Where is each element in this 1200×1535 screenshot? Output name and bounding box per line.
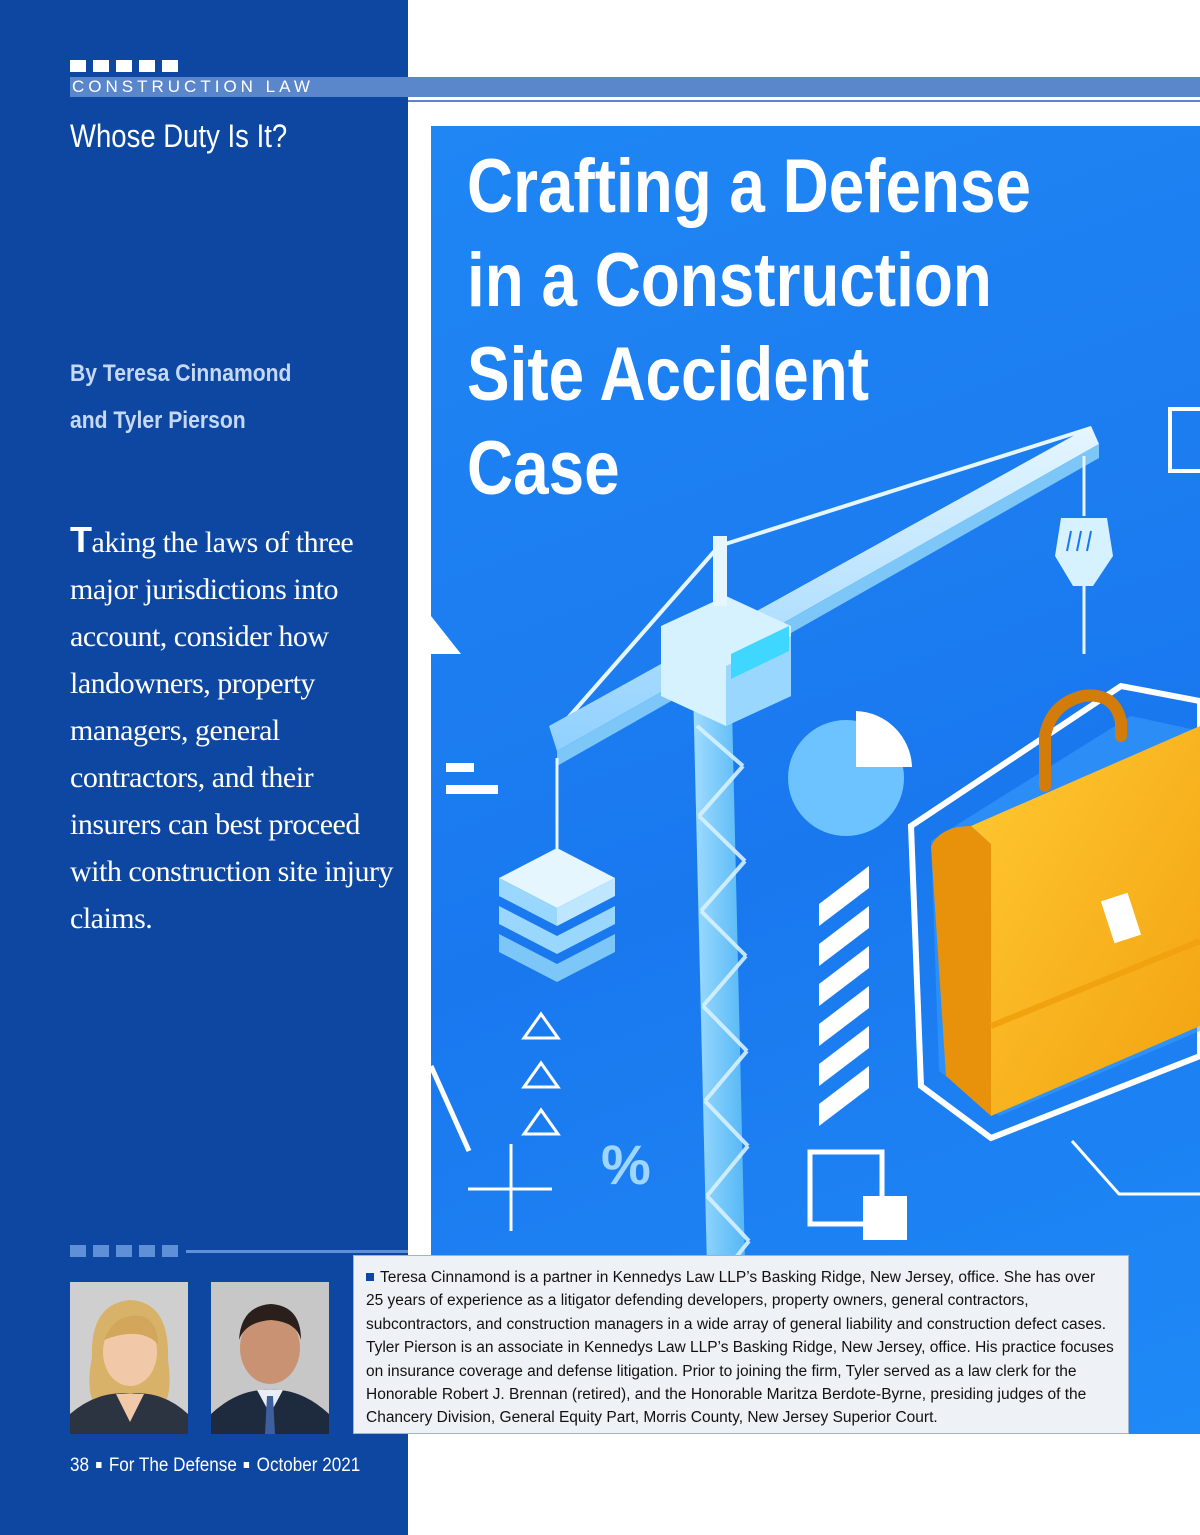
- page-number: 38: [70, 1455, 90, 1476]
- section-marker-squares: [70, 60, 178, 72]
- headline-line-4: Case: [467, 426, 620, 511]
- byline: [70, 350, 291, 444]
- deck-text: aking the laws of three major jurisdictions into account, consider how landowners, property managers, general contractors, and their insurers can best proceed with construction site injury claims.: [70, 526, 393, 935]
- triangle-icon: [524, 1014, 558, 1134]
- headline-line-3: Site Accident: [467, 332, 870, 417]
- author-photo-tyler-pierson: [211, 1282, 329, 1434]
- issue-date: October 2021: [256, 1455, 361, 1476]
- headline-line-2: in a Construction: [467, 238, 992, 323]
- article-deck: [70, 516, 400, 942]
- footer-separator: [244, 1462, 249, 1468]
- half-circle-icon: [431, 601, 461, 691]
- section-label: CONSTRUCTION LAW: [72, 77, 314, 96]
- hazard-stripes: [819, 866, 869, 1126]
- byline-line-1: By Teresa Cinnamond: [70, 360, 292, 387]
- plus-icon: [468, 1144, 552, 1231]
- article-subhead: Whose Duty Is It?: [70, 118, 288, 154]
- author-photo-teresa-cinnamond: [70, 1282, 188, 1434]
- bio-text: Teresa Cinnamond is a partner in Kennedys Law LLP’s Basking Ridge, New Jersey, office. She has over 25 years of experience as a litigator defending developers, property owners, general contractors, subcontractors, and construction managers in a wide array of general liability and construction defect cases. Tyler Pierson is an associate in Kennedys Law LLP’s Basking Ridge, New Jersey, office. His practice focuses on insurance coverage and defense litigation. Prior to joining the firm, Tyler served as a law clerk for the Honorable Robert J. Brennan (retired), and the Honorable Maritza Berdote-Byrne, presiding judges of the Chancery Division, General Equity Part, Morris County, New Jersey Superior Court.: [366, 1269, 1114, 1427]
- author-rule: [186, 1250, 408, 1253]
- author-marker-squares: [70, 1245, 178, 1257]
- article-headline: [467, 140, 1031, 516]
- corner-line-decoration: [1072, 1141, 1200, 1194]
- footer-separator: [96, 1462, 101, 1468]
- briefcase-icon: [911, 686, 1200, 1138]
- page-footer: [70, 1455, 360, 1477]
- pie-chart-icon: [788, 711, 912, 836]
- headline-line-1: Crafting a Defense: [467, 144, 1032, 229]
- corner-bracket-decoration: [1170, 409, 1200, 471]
- bio-bullet: [366, 1273, 374, 1281]
- dash-lines-icon: [446, 763, 498, 794]
- percent-icon: %: [601, 1133, 651, 1196]
- square-outline-icon: [810, 1152, 907, 1240]
- publication-name: For The Defense: [108, 1455, 237, 1476]
- author-bio: [353, 1255, 1129, 1434]
- drop-cap: T: [70, 519, 92, 560]
- section-rule: [408, 100, 1200, 102]
- diagonal-line-decoration: [431, 1066, 469, 1151]
- byline-line-2: and Tyler Pierson: [70, 407, 246, 434]
